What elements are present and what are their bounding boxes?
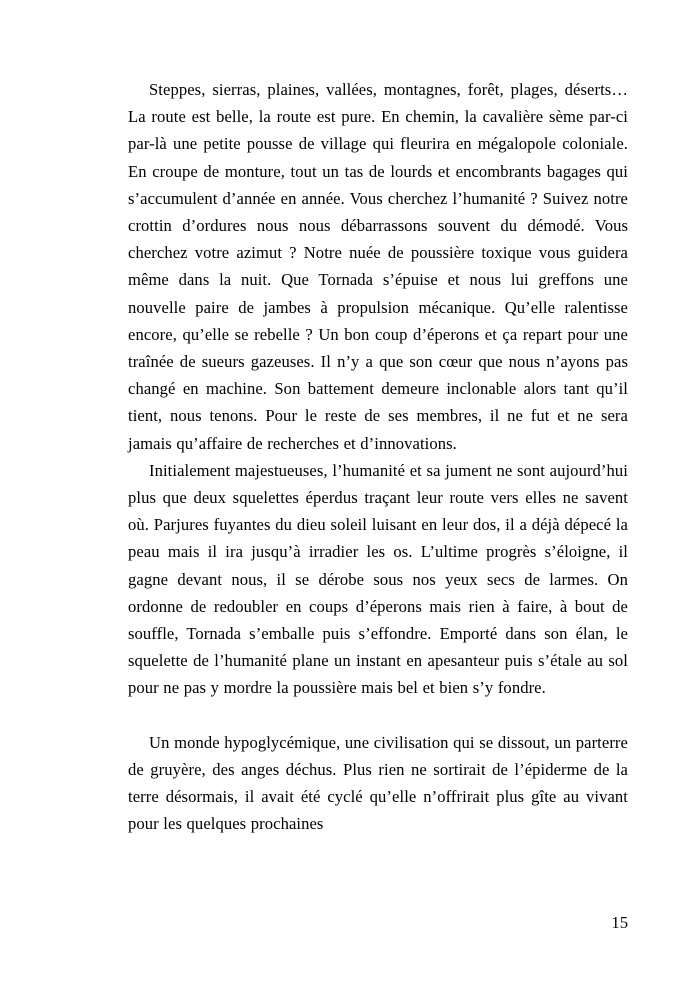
body-paragraph-2: Initialement majestueuses, l’humanité et sa jument ne sont aujourd’hui plus que deux squelettes éperdus traçant leur route vers elles ne savent où. Parjures fuyantes du dieu soleil luisant en leur dos, il a déjà dépecé la peau mais il ira jusqu’à irradier les os. L’ultime progrès s’éloigne, il gagne devant nous, il se dérobe sous nos yeux secs de larmes. On ordonne de redoubler en coups d’éperons mais rien à faire, à bout de souffle, Tornada s’emballe puis s’effondre. Emporté dans son élan, le squelette de l’humanité plane un instant en apesanteur puis s’étale au sol pour ne pas y mordre la poussière mais bel et bien s’y fondre. <box>128 460 628 698</box>
body-paragraph-1: Steppes, sierras, plaines, vallées, montagnes, forêt, plages, déserts… La route est belle, la route est pure. En chemin, la cavalière sème par-ci par-là une petite pousse de village qui fleurira en mégalopole coloniale. En croupe de monture, tout un tas de lourds et encombrants bagages qui s’accumulent d’année en année. Vous cherchez l’humanité ? Suivez notre crottin d’ordures nous nous débarrassons souvent du démodé. Vous cherchez votre azimut ? Notre nuée de poussière toxique vous guidera même dans la nuit. Que Tornada s’épuise et nous lui greffons une nouvelle paire de jambes à propulsion mécanique. Qu’elle ralentisse encore, qu’elle se rebelle ? Un bon coup d’éperons et ça repart pour une traînée de sueurs gazeuses. Il n’y a que son cœur que nous n’ayons pas changé en machine. Son battement demeure inclonable alors tant qu’il tient, nous tenons. Pour le reste de ses membres, il ne fut et ne sera jamais qu’affaire de recherches et d’innovations. <box>128 80 628 453</box>
body-paragraph-3: Un monde hypoglycémique, une civilisation qui se dissout, un parterre de gruyère, des anges déchus. Plus rien ne sortirait de l’épiderme de la terre désormais, il avait été cyclé qu’elle n’offrirait plus gîte au vivant pour les quelques prochaines <box>128 732 628 834</box>
page-number: 15 <box>611 913 628 932</box>
body-text-column <box>128 76 628 838</box>
